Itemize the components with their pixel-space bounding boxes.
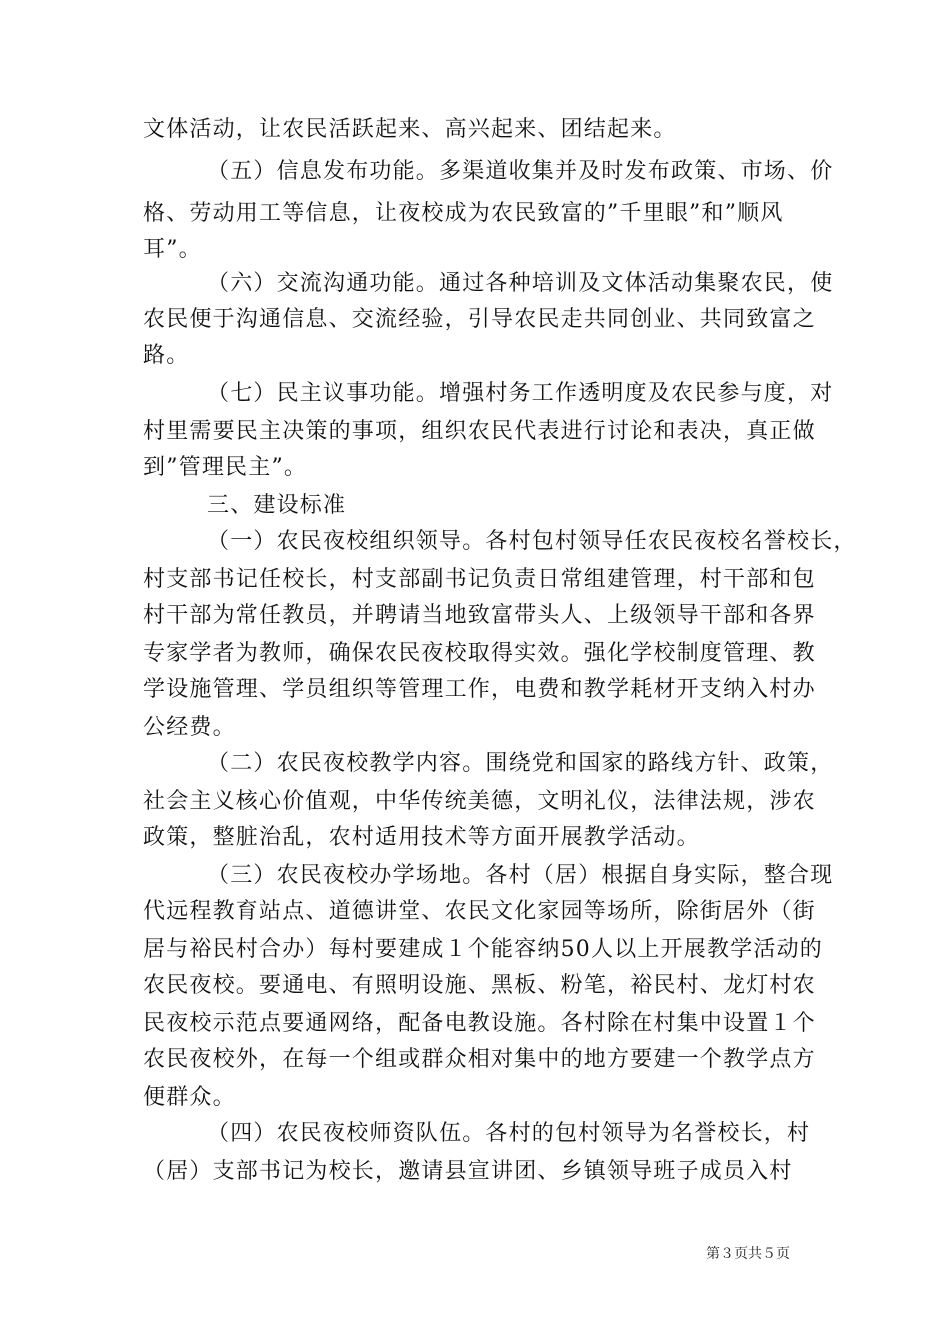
paragraph-line: 到”管理民主”。 [143,455,308,480]
paragraph-line: 政策，整脏治乱，农村适用技术等方面开展教学活动。 [143,825,700,850]
paragraph-line: 代远程教育站点、道德讲堂、农民文化家园等场所，除街居外（街 [143,899,816,924]
paragraph-line: 农民便于沟通信息、交流经验，引导农民走共同创业、共同致富之 [143,307,816,332]
paragraph-line: 村支部书记任校长，村支部副书记负责日常组建管理，村干部和包 [143,567,816,592]
paragraph-line: 路。 [143,343,190,368]
paragraph-line: 便群众。 [143,1085,236,1110]
paragraph-line: （居）支部书记为校长，邀请县宣讲团、乡镇领导班子成员入村 [143,1159,793,1184]
paragraph-line: 耳”。 [143,237,202,262]
paragraph-line: （七）民主议事功能。增强村务工作透明度及农民参与度，对 [207,381,834,406]
paragraph-line: 专家学者为教师，确保农民夜校取得实效。强化学校制度管理、教 [143,641,816,666]
paragraph-line: （六）交流沟通功能。通过各种培训及文体活动集聚农民，使 [207,271,834,296]
paragraph-line: 文体活动，让农民活跃起来、高兴起来、团结起来。 [143,117,677,142]
paragraph-line: 公经费。 [143,715,236,740]
paragraph-line: （二）农民夜校教学内容。围绕党和国家的路线方针、政策， [207,751,834,776]
paragraph-line: 社会主义核心价值观，中华传统美德，文明礼仪，法律法规，涉农 [143,789,816,814]
paragraph-line: 农民夜校外，在每一个组或群众相对集中的地方要建一个教学点方 [143,1047,816,1072]
paragraph-line: 学设施管理、学员组织等管理工作，电费和教学耗材开支纳入村办 [143,677,816,702]
paragraph-line: 农民夜校。要通电、有照明设施、黑板、粉笔，裕民村、龙灯村农 [143,973,816,998]
paragraph-line: 村干部为常任教员，并聘请当地致富带头人、上级领导干部和各界 [143,603,816,628]
paragraph-line: 村里需要民主决策的事项，组织农民代表进行讨论和表决，真正做 [143,419,816,444]
paragraph-line: （五）信息发布功能。多渠道收集并及时发布政策、市场、价 [207,159,834,184]
section-heading: 三、建设标准 [207,493,347,518]
paragraph-line: 格、劳动用工等信息，让夜校成为农民致富的”千里眼”和”顺风 [143,201,784,226]
page-number: 第３页共５页 [706,1246,790,1262]
paragraph-line: 居与裕民村合办）每村要建成１个能容纳50人以上开展教学活动的 [143,937,823,962]
paragraph-line: （三）农民夜校办学场地。各村（居）根据自身实际，整合现 [207,863,834,888]
paragraph-line: 民夜校示范点要通网络，配备电教设施。各村除在村集中设置１个 [143,1011,816,1036]
paragraph-line: （四）农民夜校师资队伍。各村的包村领导为名誉校长，村 [207,1121,811,1146]
paragraph-line: （一）农民夜校组织领导。各村包村领导任农民夜校名誉校长， [207,529,857,554]
